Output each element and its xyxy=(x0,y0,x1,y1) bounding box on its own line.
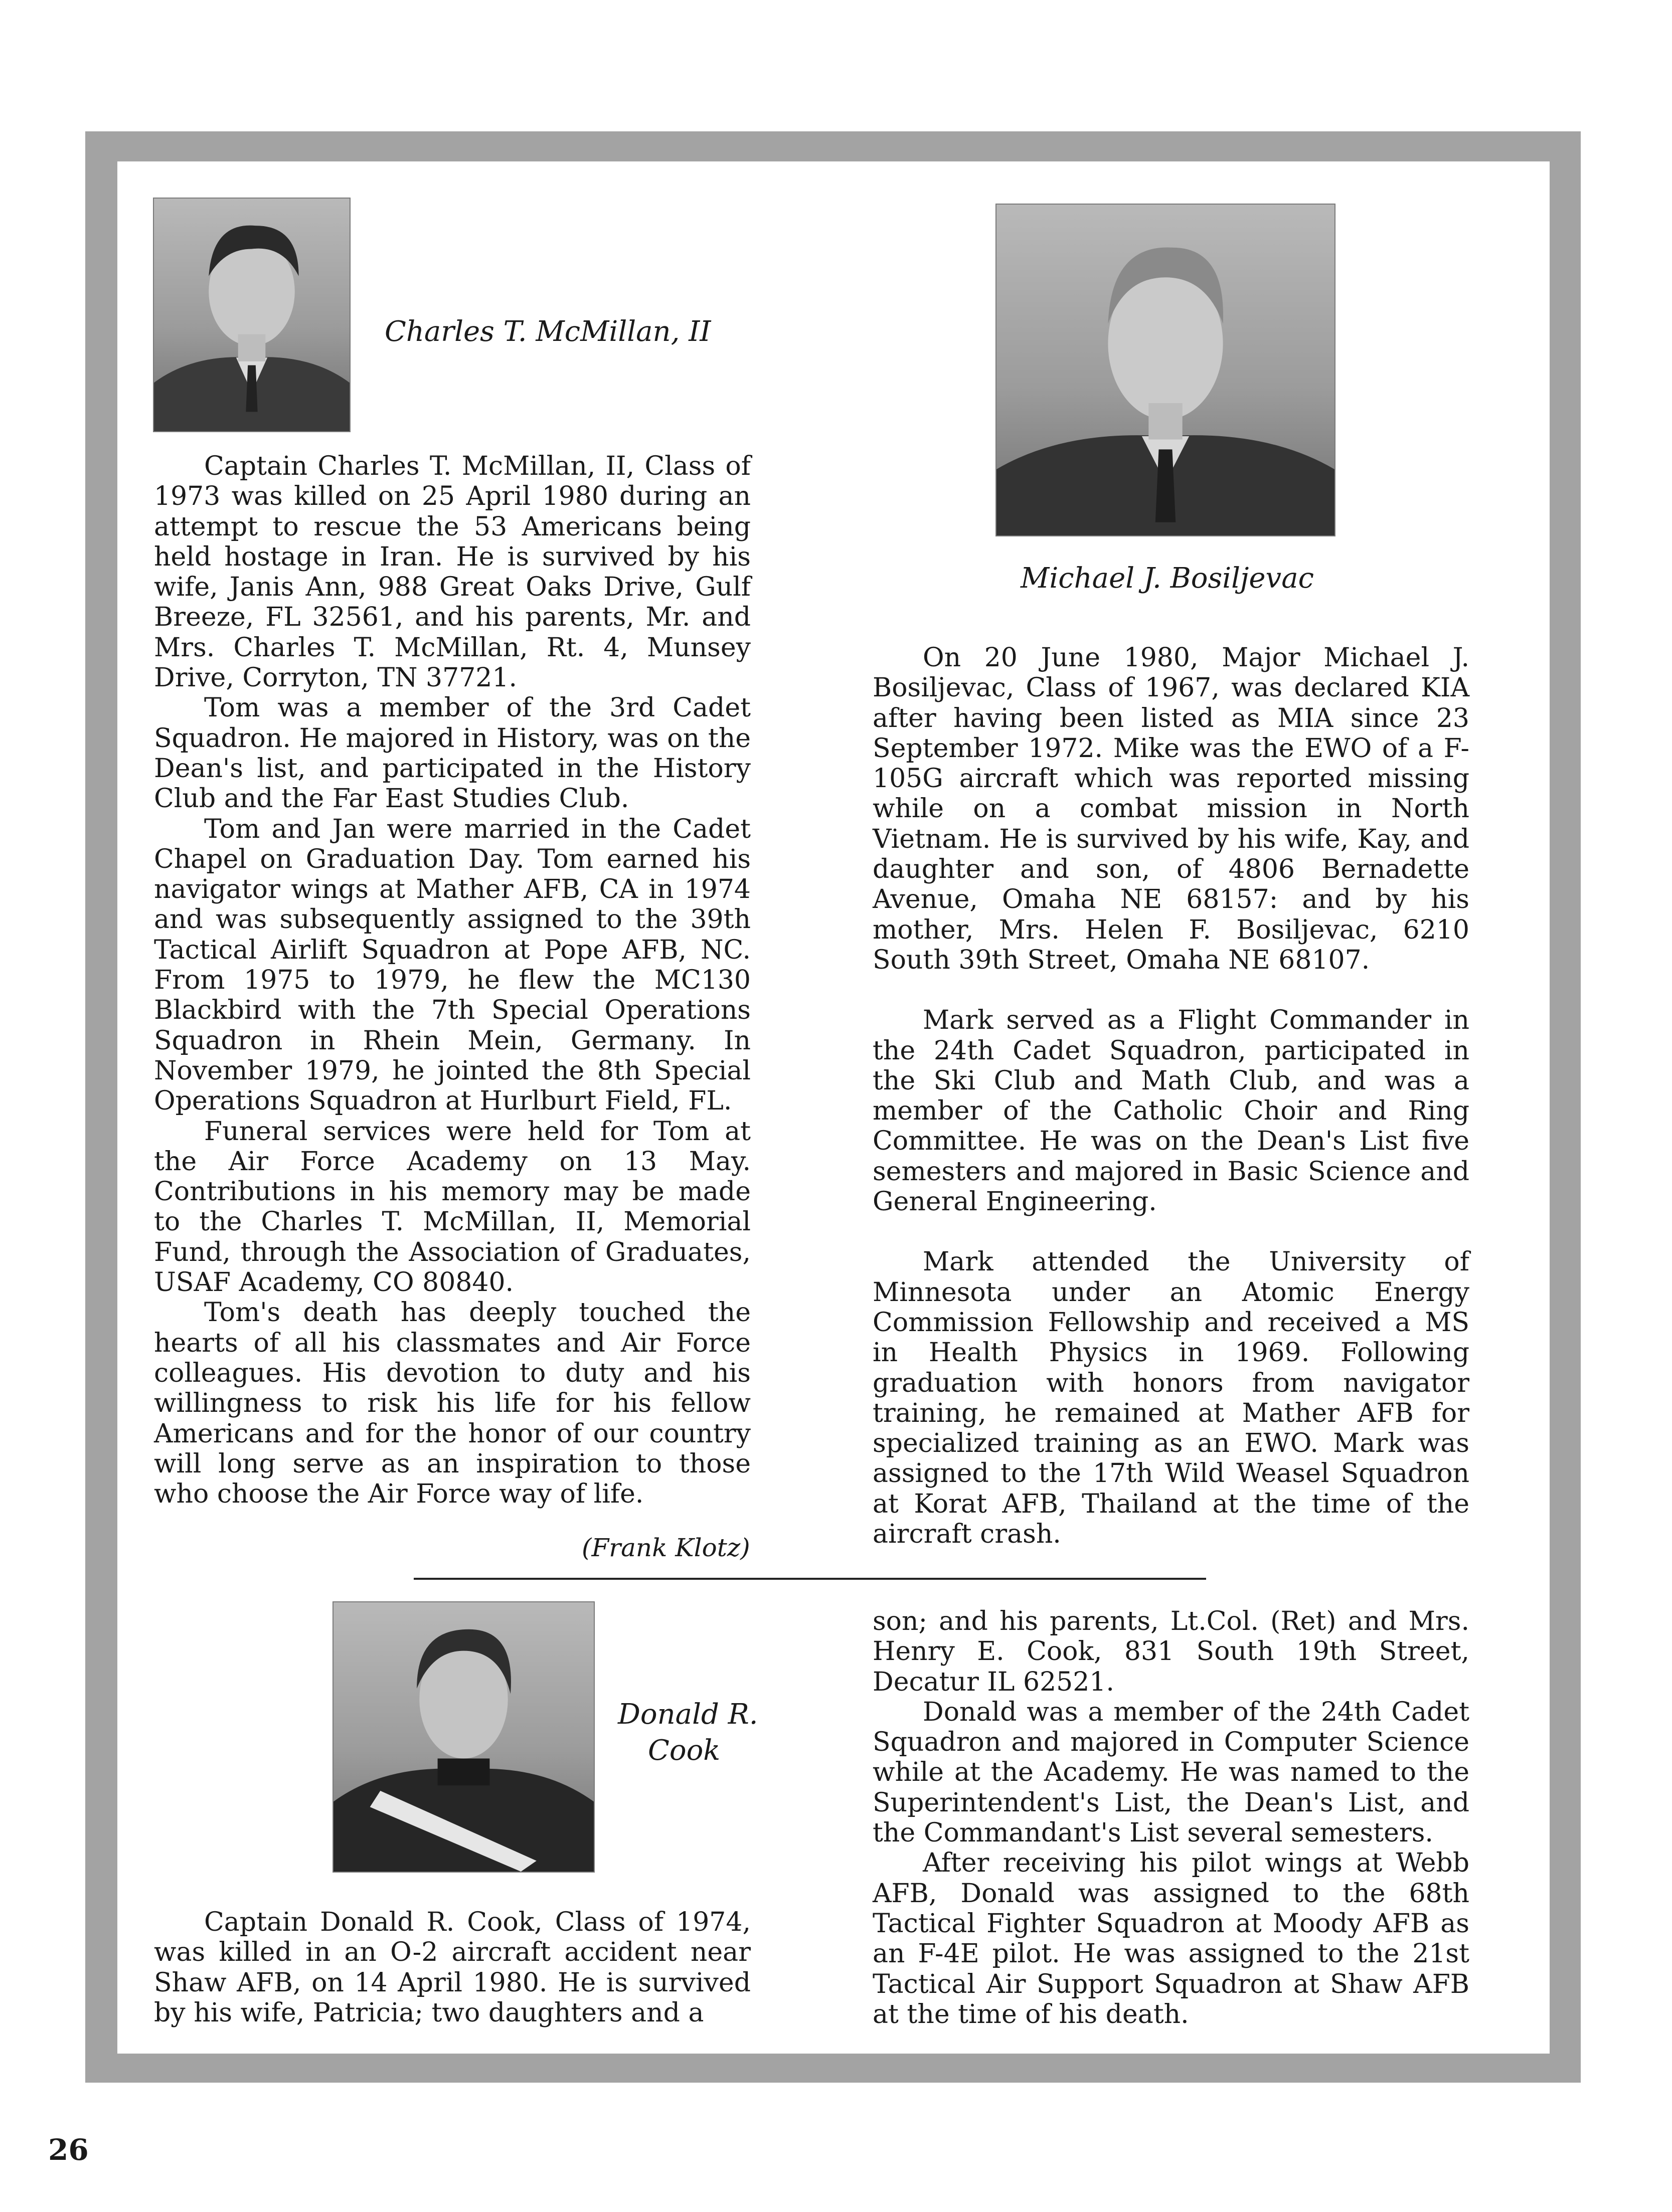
cook-caption-line2: Cook xyxy=(648,1734,721,1767)
bosiljevac-paragraph: Mark attended the University of Minnesota under an Atomic Energy Commission Fellowship and received a MS in Health Physics in 1969. Following graduation with honors from navigator training, he remained at Mather AFB for specialized training as an EWO. Mark was assigned to the 17th Wild Weasel Squadron at Korat AFB, Thailand at the time of the aircraft crash. xyxy=(873,1247,1469,1550)
mcmillan-paragraph: Tom's death has deeply touched the hearts of all his classmates and Air Force colleagues. His devotion to duty and his willingness to risk his life for his fellow Americans and for the honor of our country will long serve as an inspiration to those who choose the Air Force way of life. xyxy=(154,1298,751,1510)
cook-paragraph: Donald was a member of the 24th Cadet Squadron and majored in Computer Science while at the Academy. He was named to the Superintendent's List, the Dean's List, and the Commandant's List several semesters. xyxy=(873,1697,1469,1849)
bosiljevac-portrait-photo xyxy=(995,204,1335,536)
mcmillan-paragraph: Tom was a member of the 3rd Cadet Squadron. He majored in History, was on the Dean's list, and participated in the History Club and the Far East Studies Club. xyxy=(154,693,751,814)
mcmillan-paragraph: Tom and Jan were married in the Cadet Chapel on Graduation Day. Tom earned his navigator wings at Mather AFB, CA in 1974 and was subsequently assigned to the 39th Tactical Airlift Squadron at Pope AFB, NC. From 1975 to 1979, he flew the MC130 Blackbird with the 7th Special Operations Squadron in Rhein Mein, Germany. In November 1979, he jointed the 8th Special Operations Squadron at Hurlburt Field, FL. xyxy=(154,814,751,1117)
cook-article-text-right xyxy=(873,1606,1469,2030)
mcmillan-portrait-photo xyxy=(153,198,351,432)
bosiljevac-paragraph: Mark served as a Flight Commander in the 24th Cadet Squadron, participated in the Ski Club and Math Club, and was a member of the Catholic Choir and Ring Committee. He was on the Dean's List five semesters and majored in Basic Science and General Engineering. xyxy=(873,1005,1469,1217)
cook-paragraph: Captain Donald R. Cook, Class of 1974, was killed in an O-2 aircraft accident near Shaw AFB, on 14 April 1980. He is survived by his wife, Patricia; two daughters and a xyxy=(154,1907,751,2028)
cook-caption-line1: Donald R. xyxy=(618,1698,758,1731)
mcmillan-article-text xyxy=(154,451,751,1509)
cook-paragraph: son; and his parents, Lt.Col. (Ret) and Mrs. Henry E. Cook, 831 South 19th Street, Decatur IL 62521. xyxy=(873,1606,1469,1697)
bosiljevac-caption: Michael J. Bosiljevac xyxy=(1021,562,1314,595)
mcmillan-paragraph: Funeral services were held for Tom at the Air Force Academy on 13 May. Contributions in his memory may be made to the Charles T. McMillan, II, Memorial Fund, through the Association of Graduates, USAF Academy, CO 80840. xyxy=(154,1116,751,1298)
bosiljevac-article-text xyxy=(873,643,1469,1549)
cook-portrait-photo xyxy=(332,1601,595,1873)
section-divider xyxy=(414,1578,1206,1580)
cook-paragraph: After receiving his pilot wings at Webb AFB, Donald was assigned to the 68th Tactical Fighter Squadron at Moody AFB as an F-4E pilot. He was assigned to the 21st Tactical Air Support Squadron at Shaw AFB at the time of his death. xyxy=(873,1848,1469,2030)
mcmillan-caption: Charles T. McMillan, II xyxy=(385,315,711,348)
cook-article-text-left xyxy=(154,1907,751,2028)
page-number: 26 xyxy=(48,2133,89,2167)
mcmillan-author-credit: (Frank Klotz) xyxy=(582,1533,750,1562)
mcmillan-paragraph: Captain Charles T. McMillan, II, Class of 1973 was killed on 25 April 1980 during an attempt to rescue the 53 Americans being held hostage in Iran. He is survived by his wife, Janis Ann, 988 Great Oaks Drive, Gulf Breeze, FL 32561, and his parents, Mr. and Mrs. Charles T. McMillan, Rt. 4, Munsey Drive, Corryton, TN 37721. xyxy=(154,451,751,693)
bosiljevac-paragraph: On 20 June 1980, Major Michael J. Bosiljevac, Class of 1967, was declared KIA after having been listed as MIA since 23 September 1972. Mike was the EWO of a F-105G aircraft which was reported missing while on a combat mission in North Vietnam. He is survived by his wife, Kay, and daughter and son, of 4806 Bernadette Avenue, Omaha NE 68157: and by his mother, Mrs. Helen F. Bosiljevac, 6210 South 39th Street, Omaha NE 68107. xyxy=(873,643,1469,975)
